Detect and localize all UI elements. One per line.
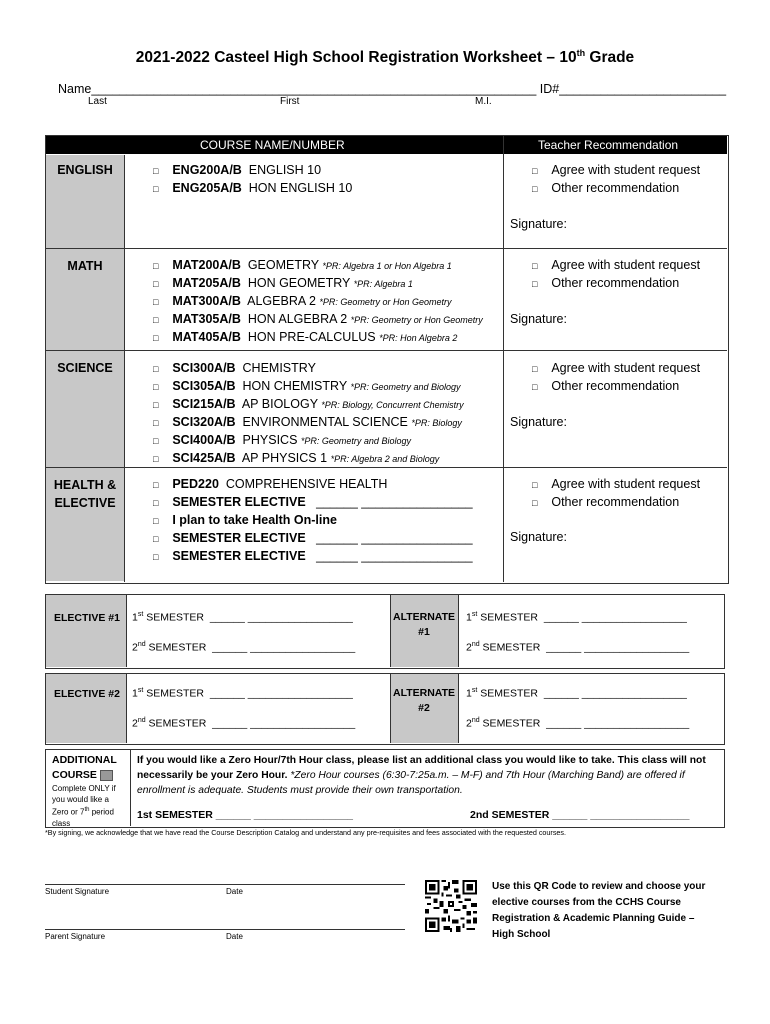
other-option[interactable]: □ Other recommendation	[532, 181, 680, 195]
course-option[interactable]: □ MAT200A/B GEOMETRY *PR: Algebra 1 or Hon Algebra 1	[153, 258, 452, 272]
course-option[interactable]: □ SCI215A/B AP BIOLOGY *PR: Biology, Concurrent Chemistry	[153, 397, 464, 411]
signature-label: Signature:	[510, 217, 567, 231]
elective-2-label: ELECTIVE #2	[54, 688, 120, 700]
course-option[interactable]: □ MAT205A/B HON GEOMETRY *PR: Algebra 1	[153, 276, 413, 290]
course-option[interactable]: □ ENG205A/B HON ENGLISH 10	[153, 181, 353, 195]
subject-english: ENGLISH	[57, 163, 113, 177]
other-option[interactable]: □ Other recommendation	[532, 276, 680, 290]
agree-option[interactable]: □ Agree with student request	[532, 258, 701, 272]
alternate-1-sem2[interactable]: 2nd SEMESTER ______ __________________	[466, 641, 690, 654]
course-option[interactable]: □ MAT405A/B HON PRE-CALCULUS *PR: Hon Algebra 2	[153, 330, 458, 344]
last-label: Last	[88, 96, 107, 107]
other-option[interactable]: □ Other recommendation	[532, 495, 680, 509]
agree-option[interactable]: □ Agree with student request	[532, 361, 701, 375]
page-title: 2021-2022 Casteel High School Registration Worksheet – 10th Grade	[135, 48, 635, 67]
course-option[interactable]: □ SCI320A/B ENVIRONMENTAL SCIENCE *PR: Biology	[153, 415, 462, 429]
elective-1-sem2[interactable]: 2nd SEMESTER ______ __________________	[132, 641, 356, 654]
course-option[interactable]: □ SEMESTER ELECTIVE ______ ________________	[153, 495, 473, 509]
signature-label: Signature:	[510, 530, 567, 544]
additional-checkbox[interactable]	[100, 770, 113, 781]
parent-signature-label: Parent Signature	[45, 932, 106, 941]
elective-label-cell	[46, 674, 126, 743]
elective-box-1	[45, 594, 725, 669]
elective-2-sem2[interactable]: 2nd SEMESTER ______ __________________	[132, 717, 356, 730]
course-option[interactable]: □ SEMESTER ELECTIVE ______ ________________	[153, 531, 473, 545]
other-option[interactable]: □ Other recommendation	[532, 379, 680, 393]
elective-2-sem1[interactable]: 1st SEMESTER ______ __________________	[132, 687, 353, 700]
additional-instructions: If you would like a Zero Hour/7th Hour class, please list an additional class you would like to take. This class will not necessarily be your Zero Hour. *Zero Hour courses (6:30-7:25a.m. – M-F) and 7th Hour (Marching Band) are offered if enrollment is adequate. Students must provide their own transportation.	[137, 755, 706, 796]
qr-instructions: Use this QR Code to review and choose your elective courses from the CCHS Course Registration & Academic Planning Guide – High School	[492, 881, 706, 940]
qr-code-icon[interactable]	[425, 880, 477, 932]
alternate-2-label: ALTERNATE #2	[392, 687, 456, 714]
elective-1-label: ELECTIVE #1	[54, 612, 120, 624]
subject-math: MATH	[67, 259, 103, 273]
subject-science: SCIENCE	[57, 361, 113, 375]
course-option[interactable]: □ SEMESTER ELECTIVE ______ ________________	[153, 549, 473, 563]
teacher-header: Teacher Recommendation	[538, 138, 679, 152]
course-option[interactable]: □ ENG200A/B ENGLISH 10	[153, 163, 322, 177]
signature-label: Signature:	[510, 312, 567, 326]
additional-sem1[interactable]: 1st SEMESTER ______ _________________	[137, 809, 353, 821]
elective-label-cell	[46, 595, 126, 667]
course-option[interactable]: □ SCI425A/B AP PHYSICS 1 *PR: Algebra 2 and Biology	[153, 451, 440, 465]
course-table	[45, 135, 729, 584]
agree-option[interactable]: □ Agree with student request	[532, 477, 701, 491]
additional-sem2[interactable]: 2nd SEMESTER ______ _________________	[470, 809, 690, 821]
course-option[interactable]: □ SCI300A/B CHEMISTRY	[153, 361, 316, 375]
alternate-2-sem1[interactable]: 1st SEMESTER ______ __________________	[466, 687, 687, 700]
agree-option[interactable]: □ Agree with student request	[532, 163, 701, 177]
first-label: First	[280, 96, 300, 107]
student-date-label: Date	[226, 887, 243, 896]
student-signature-label: Student Signature	[45, 887, 110, 896]
name-id-field[interactable]: Name________________________________________________________________ ID#________________________	[58, 82, 727, 96]
parent-signature-line	[45, 929, 405, 930]
student-signature-line	[45, 884, 405, 885]
course-option[interactable]: □ MAT300A/B ALGEBRA 2 *PR: Geometry or Hon Geometry	[153, 294, 452, 308]
elective-1-sem1[interactable]: 1st SEMESTER ______ __________________	[132, 611, 353, 624]
subject-health-elective: HEALTH & ELECTIVE	[53, 478, 117, 510]
parent-date-label: Date	[226, 932, 243, 941]
alternate-1-label: ALTERNATE #1	[392, 611, 456, 638]
acknowledgement: *By signing, we acknowledge that we have read the Course Description Catalog and understand any pre-requisites and fees associated with the requested courses.	[45, 828, 567, 837]
elective-box-2	[45, 673, 725, 745]
course-option[interactable]: □ SCI305A/B HON CHEMISTRY *PR: Geometry and Biology	[153, 379, 461, 393]
course-option[interactable]: □ SCI400A/B PHYSICS *PR: Geometry and Biology	[153, 433, 411, 447]
course-header: COURSE NAME/NUMBER	[200, 138, 345, 152]
additional-course-label: ADDITIONAL COURSE	[52, 754, 117, 781]
alternate-1-sem1[interactable]: 1st SEMESTER ______ __________________	[466, 611, 687, 624]
additional-note: Complete ONLY if you would like a Zero or 7th period class	[52, 784, 116, 828]
course-option[interactable]: □ PED220 COMPREHENSIVE HEALTH	[153, 477, 388, 491]
mi-label: M.I.	[475, 96, 492, 107]
course-option[interactable]: □ I plan to take Health On-line	[153, 513, 337, 527]
alternate-2-sem2[interactable]: 2nd SEMESTER ______ __________________	[466, 717, 690, 730]
course-option[interactable]: □ MAT305A/B HON ALGEBRA 2 *PR: Geometry or Hon Geometry	[153, 312, 483, 326]
signature-label: Signature:	[510, 415, 567, 429]
